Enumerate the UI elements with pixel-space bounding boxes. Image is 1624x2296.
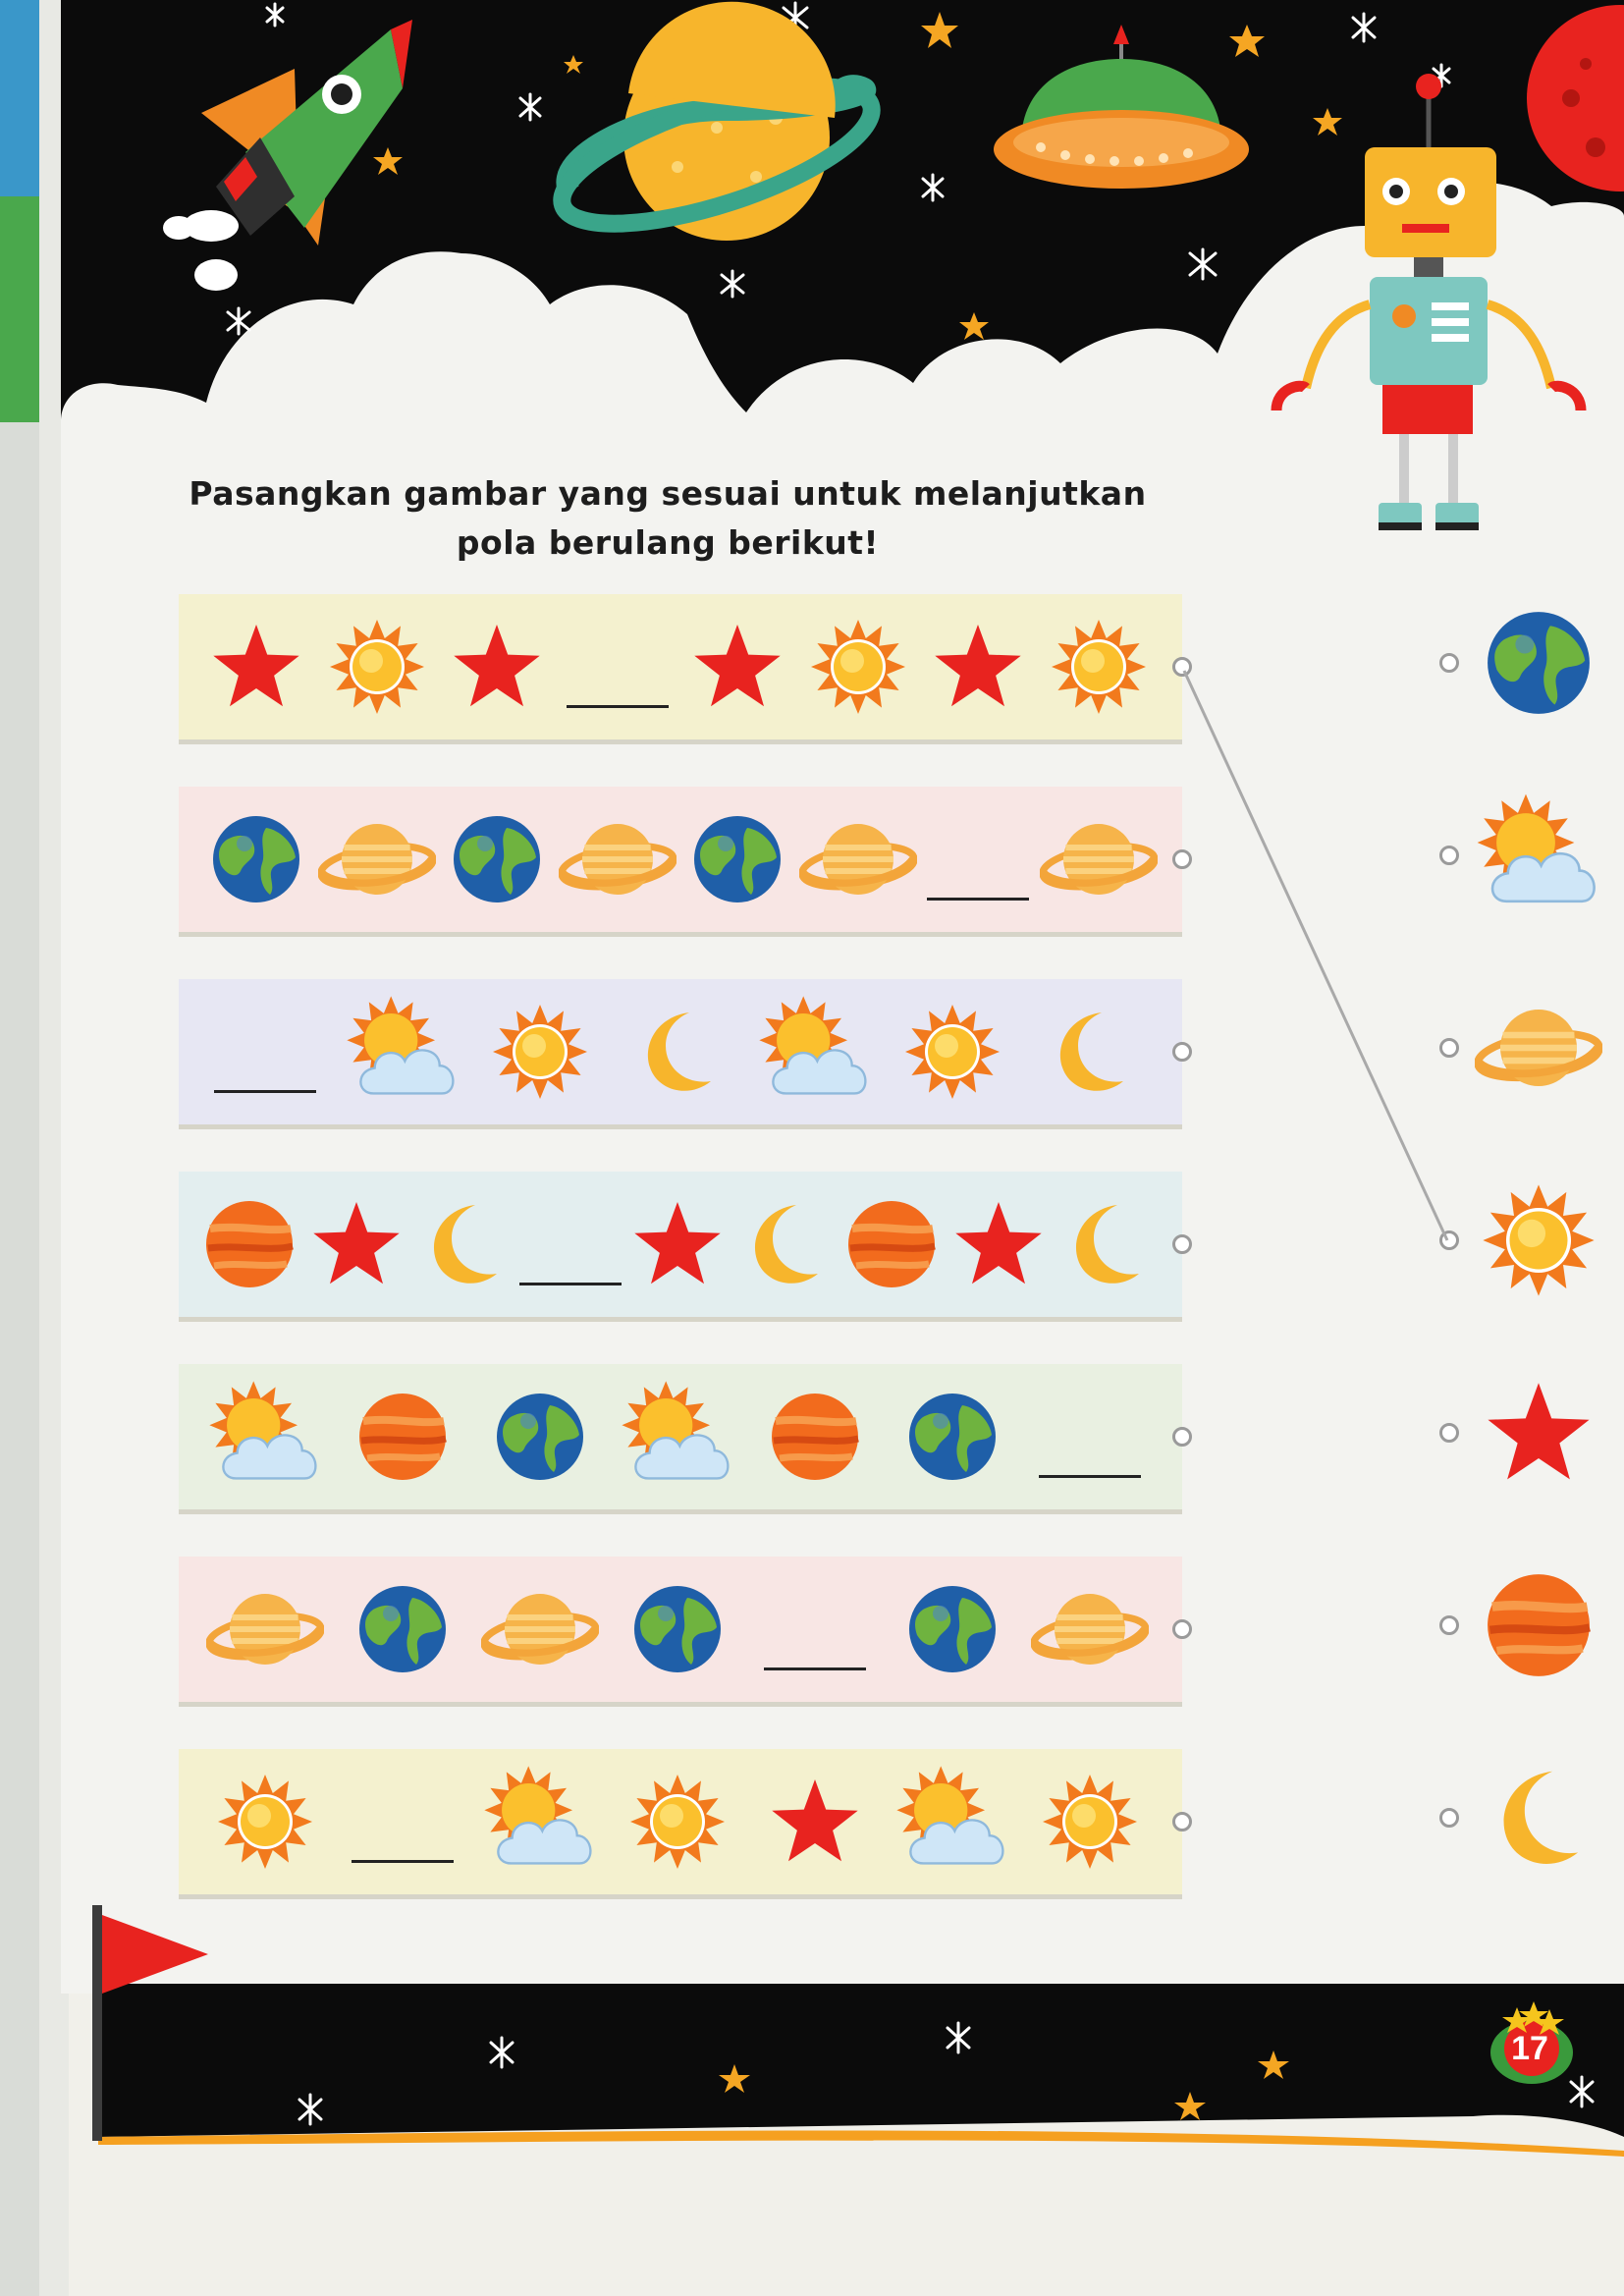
answer-star-icon[interactable] (1481, 1375, 1597, 1491)
answer-planet-red-icon[interactable] (1481, 1567, 1597, 1683)
answer-connect-dot[interactable] (1439, 1615, 1459, 1635)
answer-connect-dot[interactable] (1439, 1423, 1459, 1443)
page-number: 17 (1511, 2030, 1548, 2067)
answer-connect-dot[interactable] (1439, 1038, 1459, 1058)
answer-sun-cloud-icon[interactable] (1475, 792, 1602, 919)
answer-connect-dot[interactable] (1439, 846, 1459, 865)
answer-connect-dot[interactable] (1439, 1808, 1459, 1828)
answer-saturn-icon[interactable] (1475, 984, 1602, 1112)
answer-connect-dot[interactable] (1439, 653, 1459, 673)
instruction-line-2: pola berulang berikut! (456, 523, 880, 562)
answer-connect-dot[interactable] (1439, 1230, 1459, 1250)
answer-moon-icon[interactable] (1481, 1760, 1597, 1876)
answer-sun-icon[interactable] (1481, 1182, 1597, 1298)
answer-earth-icon[interactable] (1481, 605, 1597, 721)
instruction-line-1: Pasangkan gambar yang sesuai untuk melanjutkan (189, 474, 1147, 513)
